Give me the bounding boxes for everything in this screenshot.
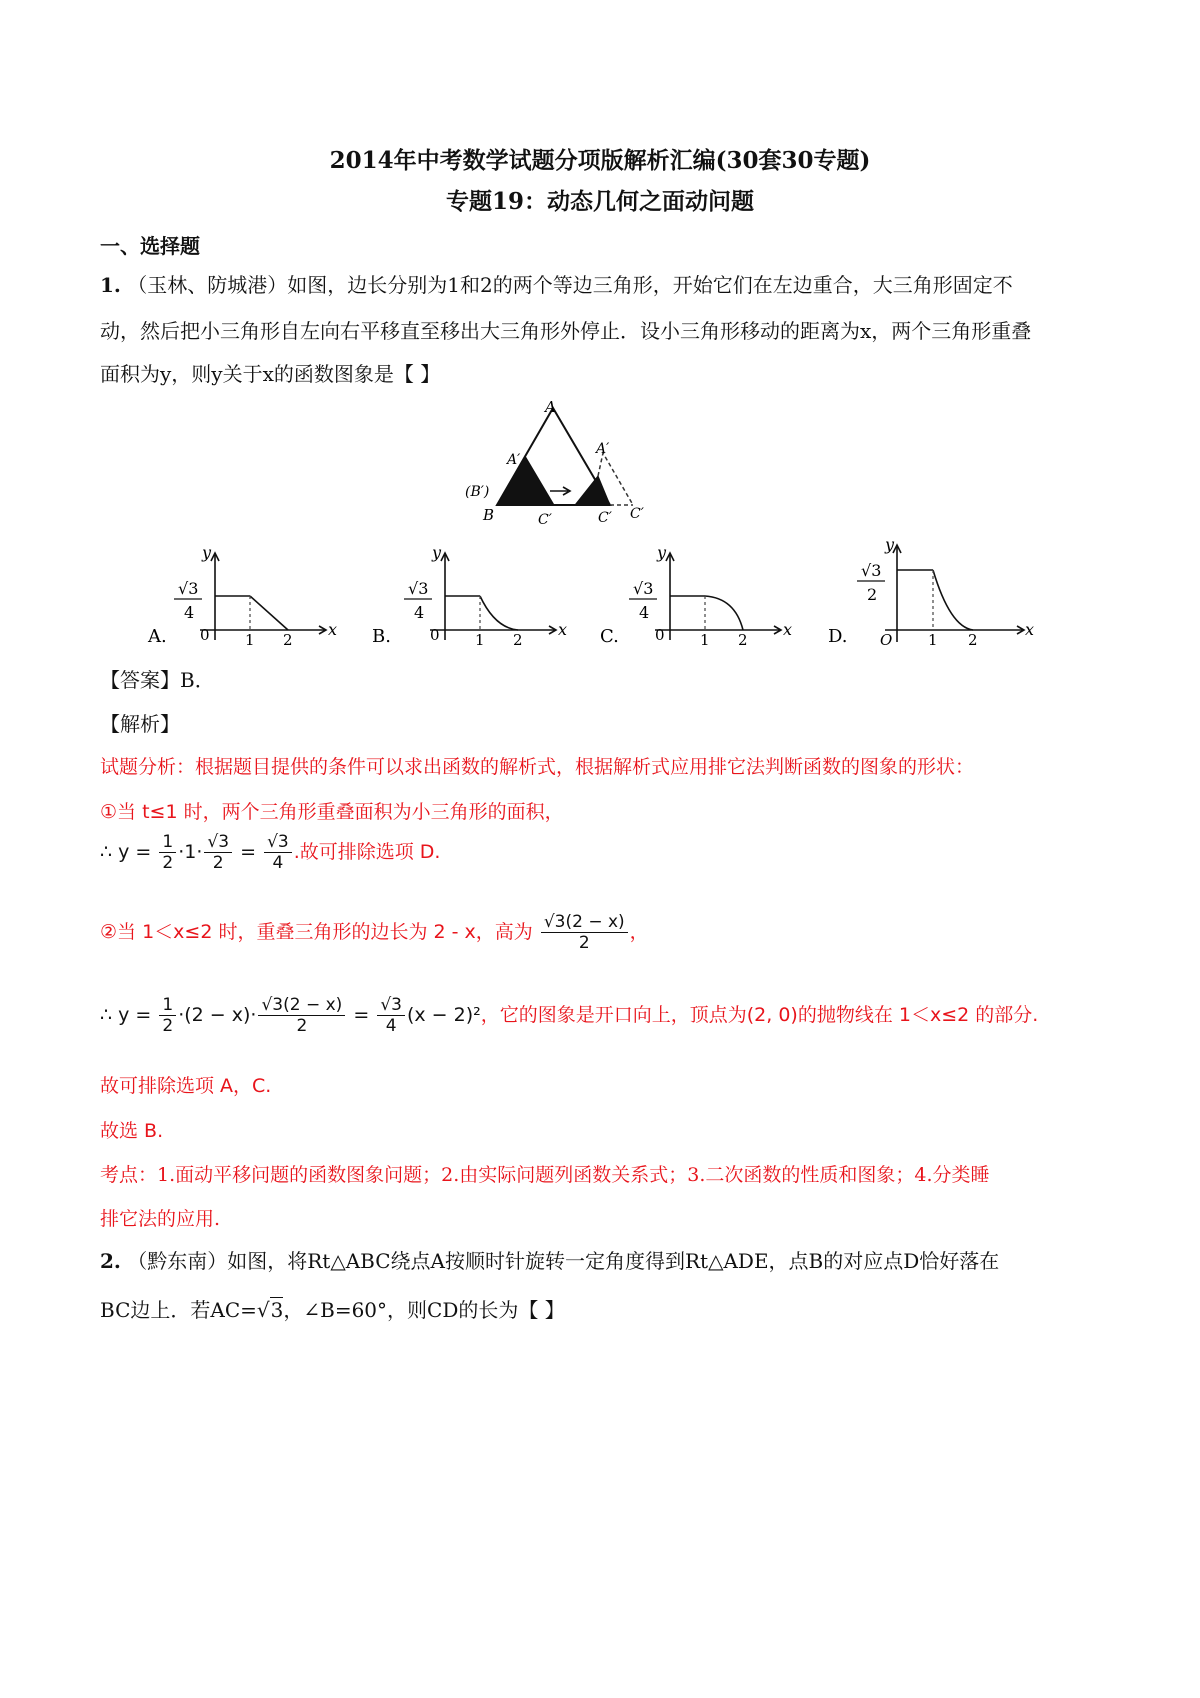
document-title: 2014年中考数学试题分项版解析汇编(30套30专题)	[329, 147, 871, 174]
eq2-tail: ，它的图象是开口向上，顶点为(2, 0)的抛物线在 1＜x≤2 的部分.	[480, 1004, 1039, 1026]
eq1-two: 2	[212, 853, 224, 873]
option-a-axis-x: x	[328, 620, 338, 639]
eq2-coef-num: √3	[377, 995, 405, 1016]
option-b-axis-y: y	[432, 543, 442, 562]
option-c-y-num: √3	[633, 579, 654, 598]
label-B: B	[483, 506, 495, 524]
analysis-case-1: ①当 t≤1 时，两个三角形重叠面积为小三角形的面积，	[100, 801, 564, 823]
small-triangle-mid	[575, 476, 610, 505]
eq1-root3: √3	[204, 832, 232, 853]
case-2-height-num: √3(2 − x)	[541, 912, 628, 933]
equation-1	[100, 832, 440, 873]
option-a-x1: 1	[245, 631, 255, 649]
eq1-tail: .故可排除选项 D.	[293, 841, 441, 863]
answer: 【答案】B．	[100, 668, 215, 692]
q2-text-1: 如图，将Rt△ABC绕点A按顺时针旋转一定角度得到Rt△ADE，点B的对应点D恰好落在	[227, 1249, 1000, 1273]
eq1-equals: =	[240, 841, 257, 863]
q1-text-3: 面积为y，则y关于x的函数图象是【 】	[100, 362, 441, 386]
option-b-x1: 1	[475, 631, 485, 649]
option-a-x2: 2	[283, 631, 293, 649]
q2-line-2	[100, 1296, 565, 1324]
analysis-case-2	[100, 912, 649, 953]
label-C-prime-1: C′	[538, 512, 552, 528]
analysis-intro: 试题分析：根据题目提供的条件可以求出函数的解析式，根据解析式应用排它法判断函数的图象的形状：	[100, 756, 975, 778]
keypoints-line-1: 考点：1.面动平移问题的函数图象问题；2.由实际问题列函数关系式；3.二次函数的性质和图象；4.分类睡	[100, 1164, 990, 1186]
label-C-prime-2: C′	[598, 510, 612, 526]
q2-text-2a: BC边上．若AC=	[100, 1298, 257, 1322]
document-subtitle: 专题19：动态几何之面动问题	[445, 188, 754, 215]
case-2-text: ②当 1＜x≤2 时，重叠三角形的边长为 2 - x，高为	[100, 921, 533, 943]
option-c-axis-y: y	[657, 543, 667, 562]
eq2-equals: =	[353, 1004, 370, 1026]
option-c-axis-x: x	[783, 620, 793, 639]
analysis-exclude: 故可排除选项 A，C.	[100, 1075, 272, 1097]
analysis-label: 【解析】	[100, 712, 180, 736]
eq2-half-den: 2	[162, 1016, 174, 1036]
equation-2	[100, 995, 1038, 1036]
option-graph-b	[370, 540, 575, 652]
case-2-tail: ，	[629, 921, 649, 943]
option-c-y-den: 4	[639, 603, 650, 622]
analysis-choose: 故选 B.	[100, 1120, 164, 1142]
label-C-prime-3: C′	[630, 506, 644, 522]
option-a-letter: A.	[148, 626, 167, 647]
q1-triangle-figure	[455, 398, 685, 533]
eq2-frac-den: 2	[296, 1016, 308, 1036]
option-d-letter: D.	[828, 626, 848, 647]
eq2-frac-num: √3(2 − x)	[258, 995, 345, 1016]
eq2-coef-den: 4	[385, 1016, 397, 1036]
eq1-mid: ·1·	[178, 841, 203, 863]
option-a-axis-y: y	[202, 543, 212, 562]
option-a-origin: 0	[200, 626, 210, 644]
keypoints-line-2: 排它法的应用.	[100, 1208, 221, 1230]
option-c-origin: 0	[655, 626, 665, 644]
option-b-axis-x: x	[558, 620, 568, 639]
eq1-prefix: ∴ y =	[100, 841, 152, 863]
eq1-half-num: 1	[159, 832, 176, 853]
option-c-letter: C.	[600, 626, 619, 647]
option-b-origin: 0	[430, 626, 440, 644]
eq1-result-den: 4	[272, 853, 284, 873]
section-heading: 一、选择题	[100, 234, 200, 258]
case-2-height-den: 2	[578, 933, 590, 953]
q2-line-1	[100, 1247, 999, 1275]
q2-source: （黔东南）	[127, 1249, 228, 1273]
option-b-x2: 2	[513, 631, 523, 649]
eq2-half-num: 1	[159, 995, 176, 1016]
q1-source: （玉林、防城港）	[127, 273, 288, 297]
q2-number: 2.	[100, 1249, 121, 1273]
option-graph-a	[140, 540, 345, 652]
label-A: A	[545, 398, 556, 416]
sqrt-symbol: √	[256, 1298, 270, 1322]
q2-root-value: 3	[270, 1298, 284, 1322]
q1-text-2: 动，然后把小三角形自左向右平移直至移出大三角形外停止．设小三角形移动的距离为x，两个三角形重叠	[100, 319, 1032, 343]
option-graph-c	[595, 540, 800, 652]
option-a-y-den: 4	[184, 603, 195, 622]
option-d-axis-x: x	[1025, 620, 1035, 639]
eq2-square: (x − 2)²	[406, 1004, 481, 1026]
label-A-prime-1: A′	[507, 452, 521, 468]
option-d-y-den: 2	[867, 585, 878, 604]
q2-text-2b: ，∠B=60°，则CD的长为【 】	[283, 1298, 565, 1322]
eq2-prefix: ∴ y =	[100, 1004, 152, 1026]
option-c-x2: 2	[738, 631, 748, 649]
label-B-prime: (B′)	[465, 484, 490, 500]
q1-text-1: 如图，边长分别为1和2的两个等边三角形，开始它们在左边重合，大三角形固定不	[287, 273, 1013, 297]
label-A-prime-2: A′	[596, 441, 610, 457]
option-d-x2: 2	[968, 631, 978, 649]
option-d-x1: 1	[928, 631, 938, 649]
option-b-letter: B.	[372, 626, 391, 647]
option-a-y-num: √3	[178, 579, 199, 598]
q1-number: 1.	[100, 273, 121, 297]
option-b-y-num: √3	[408, 579, 429, 598]
eq2-mid: ·(2 − x)·	[178, 1004, 257, 1026]
option-c-x1: 1	[700, 631, 710, 649]
q1-line-1	[100, 271, 1013, 299]
eq1-result-num: √3	[264, 832, 292, 853]
small-triangle-start	[497, 456, 554, 505]
option-d-y-num: √3	[861, 561, 882, 580]
option-d-origin: O	[880, 631, 893, 649]
eq1-half-den: 2	[162, 853, 174, 873]
option-graph-d	[825, 532, 1040, 654]
option-b-y-den: 4	[414, 603, 425, 622]
option-d-axis-y: y	[885, 535, 895, 554]
